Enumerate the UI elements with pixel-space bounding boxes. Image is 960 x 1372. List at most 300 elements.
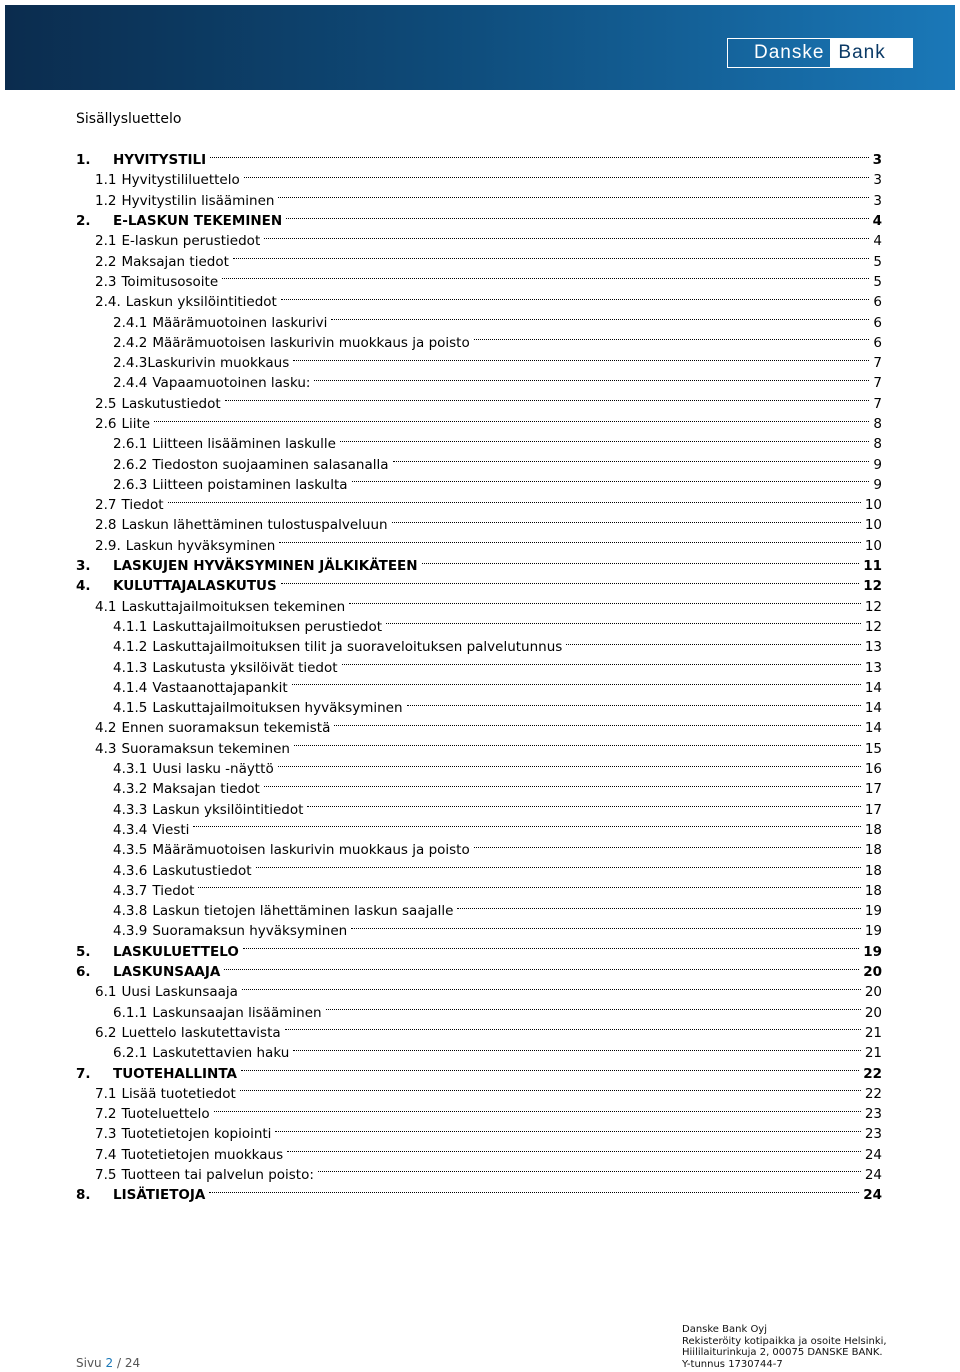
toc-entry[interactable] — [76, 1063, 882, 1083]
toc-entry[interactable] — [76, 312, 882, 332]
toc-entry-number: 1. — [76, 152, 91, 169]
toc-entry-page: 10 — [864, 517, 882, 534]
toc-entry-label — [113, 1005, 324, 1021]
toc-entry[interactable] — [76, 231, 882, 251]
toc-entry-number: 2.3 — [95, 273, 117, 290]
page-number — [76, 1356, 140, 1370]
toc-entry-text: Laskuttajailmoituksen tilit ja suoraveloituksen palvelutunnus — [152, 639, 563, 656]
toc-entry-text: Luettelo laskutettavista — [121, 1024, 281, 1041]
toc-entry-label — [76, 1187, 207, 1203]
toc-entry-page: 13 — [864, 639, 882, 656]
toc-entry-page: 18 — [864, 882, 882, 899]
toc-entry-text: E-LASKUN TEKEMINEN — [113, 213, 283, 230]
toc-entry-text: Laskuttajailmoituksen hyväksyminen — [152, 700, 403, 717]
toc-entry-page: 22 — [864, 1085, 882, 1102]
toc-dot-leader — [264, 238, 869, 239]
toc-entry[interactable] — [76, 901, 882, 921]
toc-dot-leader — [457, 908, 860, 909]
toc-entry[interactable] — [76, 576, 882, 596]
toc-entry[interactable] — [76, 1165, 882, 1185]
toc-entry[interactable] — [76, 150, 882, 170]
toc-entry[interactable] — [76, 1084, 882, 1104]
toc-entry-label — [113, 923, 349, 939]
toc-entry[interactable] — [76, 1124, 882, 1144]
toc-entry-page: 9 — [873, 476, 882, 493]
toc-entry-page: 16 — [864, 761, 882, 778]
toc-dot-leader — [278, 197, 869, 198]
toc-entry[interactable] — [76, 739, 882, 759]
toc-entry[interactable] — [76, 1043, 882, 1063]
toc-dot-leader — [281, 583, 859, 584]
toc-dot-leader — [168, 502, 861, 503]
toc-entry-label — [76, 558, 420, 574]
toc-entry-page: 19 — [863, 943, 882, 960]
toc-entry-text: Laskutustiedot — [152, 862, 252, 879]
toc-dot-leader — [278, 766, 861, 767]
toc-entry-number: 7.2 — [95, 1106, 117, 1123]
toc-entry-number: 4.1.3 — [113, 659, 148, 676]
toc-entry[interactable] — [76, 982, 882, 1002]
toc-entry-text: Laskun tietojen lähettäminen laskun saajalle — [152, 903, 454, 920]
toc-entry[interactable] — [76, 1002, 882, 1022]
toc-entry[interactable] — [76, 414, 882, 434]
toc-entry-text: Laskun hyväksyminen — [125, 537, 276, 554]
toc-entry-label — [95, 396, 223, 412]
toc-entry-number: 4.3.4 — [113, 821, 148, 838]
toc-entry-number: 4.3.3 — [113, 801, 148, 818]
toc-entry-page: 12 — [864, 598, 882, 615]
toc-entry-page: 10 — [864, 497, 882, 514]
toc-entry-text: Maksajan tiedot — [152, 781, 260, 798]
toc-entry[interactable] — [76, 556, 882, 576]
toc-entry-page: 5 — [873, 273, 882, 290]
toc-entry-text: Suoramaksun tekeminen — [121, 740, 290, 757]
toc-dot-leader — [241, 1070, 859, 1071]
toc-entry-text: Laskuttajailmoituksen perustiedot — [152, 618, 383, 635]
toc-entry-page: 6 — [873, 294, 882, 311]
toc-dot-leader — [154, 421, 869, 422]
toc-entry-text: E-laskun perustiedot — [121, 233, 261, 250]
toc-entry-label — [113, 680, 290, 696]
toc-entry-label — [95, 294, 279, 310]
toc-dot-leader — [331, 319, 869, 320]
toc-entry-page: 10 — [864, 537, 882, 554]
toc-entry[interactable] — [76, 921, 882, 941]
toc-entry-number: 2.6.3 — [113, 476, 148, 493]
toc-entry-text: Liitteen poistaminen laskulta — [152, 476, 348, 493]
toc-entry-label — [113, 822, 191, 838]
toc-entry[interactable] — [76, 1023, 882, 1043]
toc-entry-text: Lisää tuotetiedot — [121, 1085, 236, 1102]
toc-entry[interactable] — [76, 191, 882, 211]
toc-entry[interactable] — [76, 942, 882, 962]
toc-entry-label — [113, 802, 305, 818]
toc-entry-page: 4 — [872, 213, 882, 230]
toc-entry-text: Tiedot — [121, 497, 164, 514]
toc-entry-number: 4.3.7 — [113, 882, 148, 899]
toc-entry-label — [76, 1066, 239, 1082]
toc-dot-leader — [474, 339, 870, 340]
toc-entry[interactable] — [76, 515, 882, 535]
toc-entry-page: 5 — [873, 253, 882, 270]
toc-entry-label — [113, 903, 455, 919]
toc-dot-leader — [233, 258, 870, 259]
toc-entry[interactable] — [76, 820, 882, 840]
toc-entry-text: Viesti — [152, 821, 190, 838]
toc-dot-leader — [294, 745, 861, 746]
toc-entry-page: 18 — [864, 862, 882, 879]
toc-entry-number: 4.3.6 — [113, 862, 148, 879]
toc-entry-number: 2.4.2 — [113, 334, 148, 351]
toc-entry-page: 15 — [864, 740, 882, 757]
toc-entry[interactable] — [76, 962, 882, 982]
toc-dot-leader — [279, 542, 860, 543]
toc-entry-label — [113, 883, 196, 899]
toc-entry-number: 7. — [76, 1065, 91, 1082]
toc-dot-leader — [193, 826, 860, 827]
header-banner — [5, 5, 955, 90]
toc-entry-number: 6.2.1 — [113, 1045, 148, 1062]
toc-entry-label — [95, 1167, 316, 1183]
toc-entry-number: 6.1 — [95, 984, 117, 1001]
toc-entry[interactable] — [76, 860, 882, 880]
toc-entry-label — [113, 335, 472, 351]
toc-entry-label — [113, 315, 329, 331]
toc-entry-text: LASKULUETTELO — [113, 943, 239, 960]
toc-entry[interactable] — [76, 536, 882, 556]
toc-entry[interactable] — [76, 840, 882, 860]
toc-entry-number: 4.3.2 — [113, 781, 148, 798]
toc-entry[interactable] — [76, 1104, 882, 1124]
toc-entry-number: 2.4.1 — [113, 314, 148, 331]
danske-bank-logo — [727, 38, 913, 68]
toc-entry[interactable] — [76, 759, 882, 779]
toc-dot-leader — [293, 360, 869, 361]
toc-entry[interactable] — [76, 353, 882, 373]
toc-entry[interactable] — [76, 251, 882, 271]
toc-entry-text: Vastaanottajapankit — [152, 679, 288, 696]
toc-entry-page: 17 — [864, 801, 882, 818]
toc-dot-leader — [244, 177, 870, 178]
toc-entry-text: Hyvitystililuettelo — [121, 172, 240, 189]
toc-entry[interactable] — [76, 779, 882, 799]
toc-entry-number: 1.2 — [95, 192, 117, 209]
toc-dot-leader — [314, 380, 869, 381]
toc-dot-leader — [307, 806, 860, 807]
toc-entry-label — [113, 639, 564, 655]
toc-entry-label — [113, 660, 340, 676]
toc-entry-text: Laskutusta yksilöivät tiedot — [152, 659, 338, 676]
toc-entry-text: Suoramaksun hyväksyminen — [152, 923, 348, 940]
toc-dot-leader — [392, 522, 861, 523]
toc-dot-leader — [349, 603, 861, 604]
toc-entry-label — [95, 497, 166, 513]
toc-entry-page: 21 — [864, 1045, 882, 1062]
toc-entry-number: 2.6.1 — [113, 436, 148, 453]
toc-dot-leader — [334, 725, 860, 726]
logo-word-danske: Danske — [754, 42, 825, 63]
toc-entry-number: 4.1.2 — [113, 639, 148, 656]
toc-entry-label — [95, 1025, 283, 1041]
toc-entry-text: Laskunsaajan lisääminen — [152, 1004, 322, 1021]
toc-entry-page: 9 — [873, 456, 882, 473]
toc-entry[interactable] — [76, 475, 882, 495]
toc-dot-leader — [240, 1090, 861, 1091]
toc-title: Sisällysluettelo — [76, 111, 182, 127]
toc-dot-leader — [422, 563, 860, 564]
toc-entry-number: 4.3.1 — [113, 761, 148, 778]
toc-dot-leader — [225, 400, 870, 401]
toc-entry-text: Tuoteluettelo — [121, 1106, 210, 1123]
toc-entry-text: LASKUNSAAJA — [113, 964, 221, 981]
toc-entry-page: 19 — [864, 903, 882, 920]
toc-entry-number: 8. — [76, 1187, 91, 1204]
toc-entry-label — [76, 944, 241, 960]
page-total: 24 — [124, 1356, 141, 1370]
toc-entry[interactable] — [76, 292, 882, 312]
toc-dot-leader — [287, 1151, 861, 1152]
toc-dot-leader — [209, 1192, 859, 1193]
toc-entry-label — [95, 416, 152, 432]
toc-dot-leader — [286, 218, 868, 219]
toc-entry-number: 4.1.1 — [113, 618, 148, 635]
toc-entry[interactable] — [76, 495, 882, 515]
logo-word-bank: Bank — [830, 39, 912, 67]
toc-entry-page: 11 — [863, 558, 882, 575]
toc-entry[interactable] — [76, 373, 882, 393]
toc-entry-page: 20 — [864, 1004, 882, 1021]
toc-entry-text: Tuotetietojen kopiointi — [121, 1126, 272, 1143]
toc-dot-leader — [326, 1009, 861, 1010]
toc-entry-number: 2.1 — [95, 233, 117, 250]
toc-entry-number: 3. — [76, 558, 91, 575]
toc-entry-number: 1.1 — [95, 172, 117, 189]
toc-dot-leader — [393, 461, 870, 462]
toc-entry-text: Määrämuotoisen laskurivin muokkaus ja poisto — [152, 842, 470, 859]
toc-entry-page: 3 — [873, 172, 882, 189]
toc-dot-leader — [224, 969, 859, 970]
toc-dot-leader — [243, 948, 859, 949]
toc-dot-leader — [474, 847, 861, 848]
toc-entry-text: Määrämuotoisen laskurivin muokkaus ja poisto — [152, 334, 470, 351]
toc-dot-leader — [281, 299, 870, 300]
toc-entry[interactable] — [76, 597, 882, 617]
toc-entry-label — [95, 599, 347, 615]
toc-entry-number: 6.2 — [95, 1024, 117, 1041]
toc-dot-leader — [293, 1050, 861, 1051]
toc-entry-number: 4. — [76, 578, 91, 595]
toc-entry-text: Laskutustiedot — [121, 395, 221, 412]
toc-entry-page: 19 — [864, 923, 882, 940]
toc-entry-number: 7.3 — [95, 1126, 117, 1143]
toc-entry-text: Tiedoston suojaaminen salasanalla — [152, 456, 389, 473]
toc-dot-leader — [342, 664, 861, 665]
toc-entry[interactable] — [76, 333, 882, 353]
toc-entry-label — [95, 741, 292, 757]
toc-entry-label — [95, 984, 240, 1000]
page-separator: / — [116, 1356, 122, 1370]
company-info — [682, 1324, 887, 1370]
toc-entry-text: Uusi Laskunsaaja — [121, 984, 238, 1001]
toc-entry-number: 4.3.8 — [113, 903, 148, 920]
toc-entry-label — [113, 842, 472, 858]
toc-entry-label — [95, 233, 262, 249]
toc-entry[interactable] — [76, 272, 882, 292]
toc-entry-label — [95, 193, 276, 209]
toc-entry-label — [76, 152, 208, 168]
toc-entry[interactable] — [76, 1185, 882, 1205]
toc-entry-page: 6 — [873, 334, 882, 351]
toc-dot-leader — [256, 867, 861, 868]
toc-entry-page: 18 — [864, 842, 882, 859]
toc-entry-label — [113, 863, 254, 879]
toc-entry-label — [113, 375, 312, 391]
toc-dot-leader — [340, 441, 869, 442]
toc-entry-number: 2.5 — [95, 395, 117, 412]
toc-dot-leader — [318, 1171, 861, 1172]
toc-entry-label — [76, 213, 284, 229]
toc-dot-leader — [566, 644, 860, 645]
toc-entry-label — [113, 1045, 291, 1061]
toc-entry-page: 14 — [864, 720, 882, 737]
toc-entry-page: 13 — [864, 659, 882, 676]
toc-entry-page: 7 — [873, 375, 882, 392]
toc-entry-label — [95, 1126, 273, 1142]
toc-entry[interactable] — [76, 617, 882, 637]
toc-entry[interactable] — [76, 1145, 882, 1165]
toc-entry-number: 4.3 — [95, 740, 117, 757]
toc-entry[interactable] — [76, 657, 882, 677]
toc-entry-label — [113, 761, 276, 777]
toc-entry[interactable] — [76, 170, 882, 190]
toc-entry-page: 3 — [872, 152, 882, 169]
toc-entry-page: 12 — [863, 578, 882, 595]
toc-entry-label — [113, 457, 391, 473]
toc-entry-label — [95, 720, 332, 736]
toc-entry-text: Maksajan tiedot — [121, 253, 229, 270]
toc-entry-number: 7.5 — [95, 1166, 117, 1183]
toc-entry-number: 2.4.4 — [113, 375, 148, 392]
toc-entry-number: 2.9. — [95, 537, 121, 554]
company-address-1: Rekisteröity kotipaikka ja osoite Helsinki, — [682, 1335, 887, 1347]
toc-entry-number: 2.6.2 — [113, 456, 148, 473]
toc-entry-text: Uusi lasku -näyttö — [152, 761, 274, 778]
toc-entry-number: 4.1.4 — [113, 679, 148, 696]
toc-entry-page: 23 — [864, 1106, 882, 1123]
toc-entry-page: 20 — [863, 964, 882, 981]
toc-entry-number: 2.8 — [95, 517, 117, 534]
toc-entry-label — [95, 517, 390, 533]
toc-dot-leader — [264, 786, 861, 787]
toc-entry-text: TUOTEHALLINTA — [113, 1065, 237, 1082]
toc-entry[interactable] — [76, 718, 882, 738]
toc-entry-page: 24 — [864, 1166, 882, 1183]
toc-entry-number: 6.1.1 — [113, 1004, 148, 1021]
toc-entry-number: 4.1 — [95, 598, 117, 615]
toc-dot-leader — [275, 1131, 860, 1132]
toc-entry[interactable] — [76, 394, 882, 414]
toc-entry-text: Liitteen lisääminen laskulle — [152, 436, 336, 453]
toc-dot-leader — [222, 278, 869, 279]
toc-entry-label — [76, 578, 279, 594]
toc-entry-text: Ennen suoramaksun tekemistä — [121, 720, 331, 737]
toc-entry-page: 22 — [863, 1065, 882, 1082]
toc-dot-leader — [352, 481, 870, 482]
toc-entry-text: KULUTTAJALASKUTUS — [113, 578, 277, 595]
toc-entry-text: 2.4.3Laskurivin muokkaus — [113, 355, 290, 372]
toc-dot-leader — [242, 989, 861, 990]
toc-dot-leader — [210, 157, 868, 158]
toc-dot-leader — [386, 623, 861, 624]
toc-entry-text: Tuotetietojen muokkaus — [121, 1146, 284, 1163]
toc-entry[interactable] — [76, 800, 882, 820]
toc-entry[interactable] — [76, 881, 882, 901]
toc-entry-number: 7.1 — [95, 1085, 117, 1102]
toc-entry-page: 3 — [873, 192, 882, 209]
toc-entry-page: 18 — [864, 821, 882, 838]
toc-entry-text: LASKUJEN HYVÄKSYMINEN JÄLKIKÄTEEN — [113, 558, 418, 575]
toc-entry-text: HYVITYSTILI — [113, 152, 207, 169]
toc-entry-number: 4.3.5 — [113, 842, 148, 859]
company-business-id: Y-tunnus 1730744-7 — [682, 1358, 783, 1370]
toc-entry-page: 8 — [873, 436, 882, 453]
table-of-contents — [76, 150, 882, 1205]
toc-dot-leader — [214, 1111, 861, 1112]
toc-entry[interactable] — [76, 678, 882, 698]
toc-entry-text: Laskuttajailmoituksen tekeminen — [121, 598, 346, 615]
toc-entry-number: 4.1.5 — [113, 700, 148, 717]
company-name: Danske Bank Oyj — [682, 1324, 768, 1335]
toc-dot-leader — [292, 684, 861, 685]
toc-entry-label — [95, 538, 277, 554]
toc-entry[interactable] — [76, 637, 882, 657]
toc-entry-text: Laskun yksilöintitiedot — [152, 801, 304, 818]
toc-entry-label — [113, 781, 262, 797]
toc-entry-number: 7.4 — [95, 1146, 117, 1163]
toc-entry-text: Laskun yksilöintitiedot — [125, 294, 277, 311]
toc-entry-text: Vapaamuotoinen lasku: — [152, 375, 311, 392]
toc-entry-label — [95, 274, 220, 290]
toc-entry[interactable] — [76, 698, 882, 718]
toc-entry-number: 2.2 — [95, 253, 117, 270]
toc-entry-number: 4.2 — [95, 720, 117, 737]
toc-entry-page: 6 — [873, 314, 882, 331]
toc-entry-label — [95, 1086, 238, 1102]
toc-entry-page: 23 — [864, 1126, 882, 1143]
toc-dot-leader — [407, 705, 861, 706]
toc-entry-page: 17 — [864, 781, 882, 798]
toc-entry-text: Määrämuotoinen laskurivi — [152, 314, 328, 331]
toc-entry-text: Hyvitystilin lisääminen — [121, 192, 275, 209]
toc-entry-label — [113, 477, 350, 493]
toc-entry-number: 2.4. — [95, 294, 121, 311]
toc-dot-leader — [198, 887, 860, 888]
toc-entry-number: 5. — [76, 943, 91, 960]
toc-entry[interactable] — [76, 434, 882, 454]
toc-entry-page: 14 — [864, 700, 882, 717]
toc-entry-page: 8 — [873, 416, 882, 432]
toc-entry[interactable] — [76, 454, 882, 474]
toc-entry-page: 14 — [864, 679, 882, 696]
toc-entry-page: 20 — [864, 984, 882, 1001]
page-current: 2 — [105, 1356, 114, 1370]
toc-entry-page: 24 — [864, 1146, 882, 1163]
toc-entry[interactable] — [76, 211, 882, 231]
toc-entry-page: 21 — [864, 1024, 882, 1041]
toc-entry-label — [113, 700, 405, 716]
toc-dot-leader — [351, 928, 861, 929]
toc-entry-number: 2.6 — [95, 416, 117, 432]
